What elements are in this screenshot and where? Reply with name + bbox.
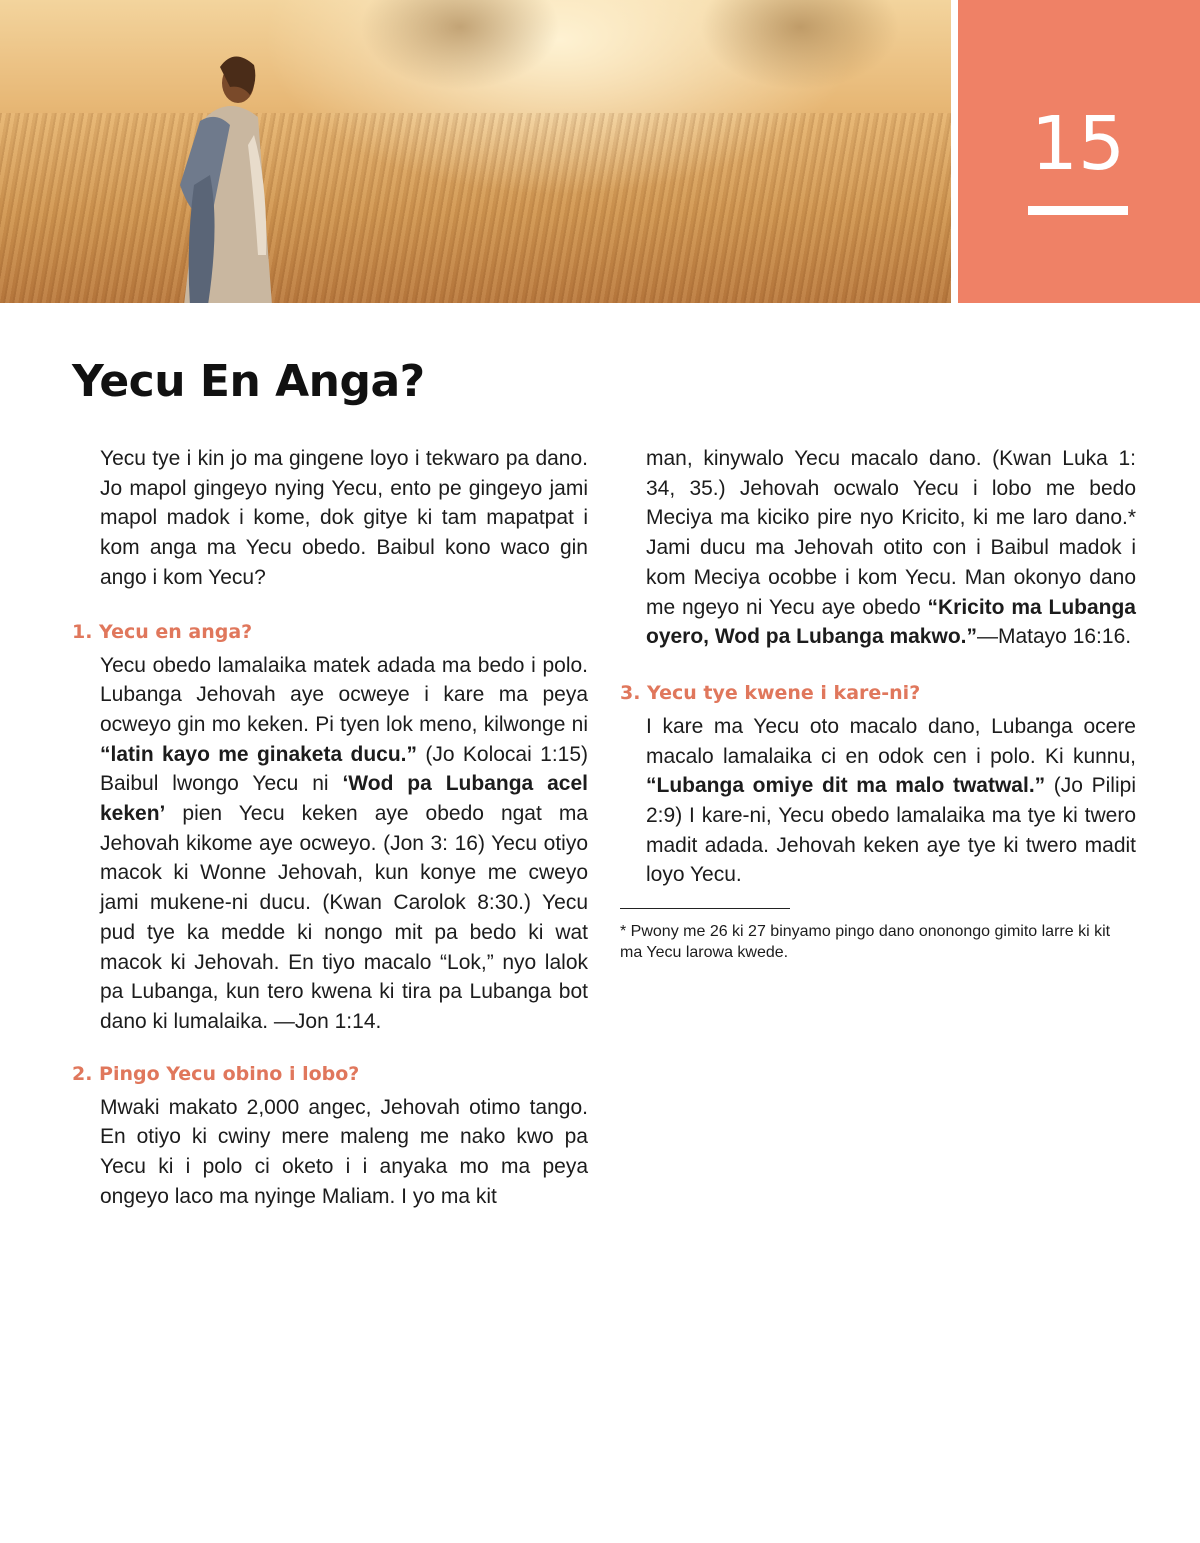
right-column [620, 444, 1136, 963]
answer-paragraph-1: Yecu obedo lamalaika matek adada ma bedo i polo. Lubanga Jehovah aye ocweye i kare ma peya ocweyo gin mo keken. Pi tyen lok meno, kilwonge ni “latin kayo me ginaketa ducu.” (Jo Kolocai 1:15) Baibul lwongo Yecu ni ‘Wod pa Lubanga acel keken’ pien Yecu keken aye obedo ngat ma Jehovah kikome aye ocweyo. (Jon 3: 16) Yecu otiyo macok ki Wonne Jehovah, kun konye me cweyo jami mukene-ni ducu. (Kwan Carolok 8:30.) Yecu pud tye ka medde ki nongo mit pa bedo ki wat macok ki Jehovah. En tiyo macalo “Lok,” nyo lalok pa Lubanga, kun tero kwena ki tira pa Lubanga bot dano ki lumalaika. —Jon 1:14. [100, 653, 588, 1033]
answer-paragraph-2-part-1: Mwaki makato 2,000 angec, Jehovah otimo tango. En otiyo ki cwiny mere maleng me nako kwo pa Yecu ki i polo ci oketo i i anyaka mo ma peya ongeyo laco ma nyinge Maliam. I yo ma kit [100, 1095, 588, 1208]
chapter-number-text: 15 [1030, 101, 1126, 187]
question-heading-1: 1. Yecu en anga? [72, 620, 253, 643]
answer-paragraph-3: I kare ma Yecu oto macalo dano, Lubanga ocere macalo lamalaika ci en odok cen i polo. Ki kunnu, “Lubanga omiye dit ma malo twatwal.” (Jo Pilipi 2:9) I kare-ni, Yecu obedo lamalaika ma tye ki twero madit adada. Jehovah keken aye tye ki twero madit loyo Yecu. [646, 714, 1136, 887]
question-heading-3: 3. Yecu tye kwene i kare-ni? [620, 681, 921, 704]
page-title: Yecu En Anga? [72, 356, 425, 407]
footnote: * Pwony me 26 ki 27 binyamo pingo dano ononongo gimito larre ki kit ma Yecu larowa kwede. [620, 923, 1111, 962]
chapter-number-underline [1028, 206, 1128, 215]
tree-shadow [360, 0, 560, 90]
left-column [72, 444, 588, 1211]
answer-paragraph-2-part-2: man, kinywalo Yecu macalo dano. (Kwan Luka 1: 34, 35.) Jehovah ocwalo Yecu i lobo me bedo Meciya ma kiciko pire nyo Kricito, ki me laro dano.* Jami ducu ma Jehovah otito con i Baibul madok i kom Meciya ocobbe i kom Yecu. Man okonyo dano me ngeyo ni Yecu aye obedo “Kricito ma Lubanga oyero, Wod pa Lubanga makwo.”—Matayo 16:16. [646, 447, 1136, 649]
question-heading-2: 2. Pingo Yecu obino i lobo? [72, 1062, 360, 1085]
footnote-divider [620, 908, 790, 909]
chapter-number [1028, 102, 1128, 215]
intro-paragraph: Yecu tye i kin jo ma gingene loyo i tekwaro pa dano. Jo mapol gingeyo nying Yecu, ento pe gingeyo jami mapol madok i kome, dok gitye ki tam mapatpat i kom anga ma Yecu obedo. Baibul kono waco gin ango i kom Yecu? [100, 447, 588, 589]
tree-shadow [700, 0, 900, 90]
field-texture [0, 113, 951, 303]
hero-image [0, 0, 951, 303]
man-walking-figure [150, 25, 290, 303]
